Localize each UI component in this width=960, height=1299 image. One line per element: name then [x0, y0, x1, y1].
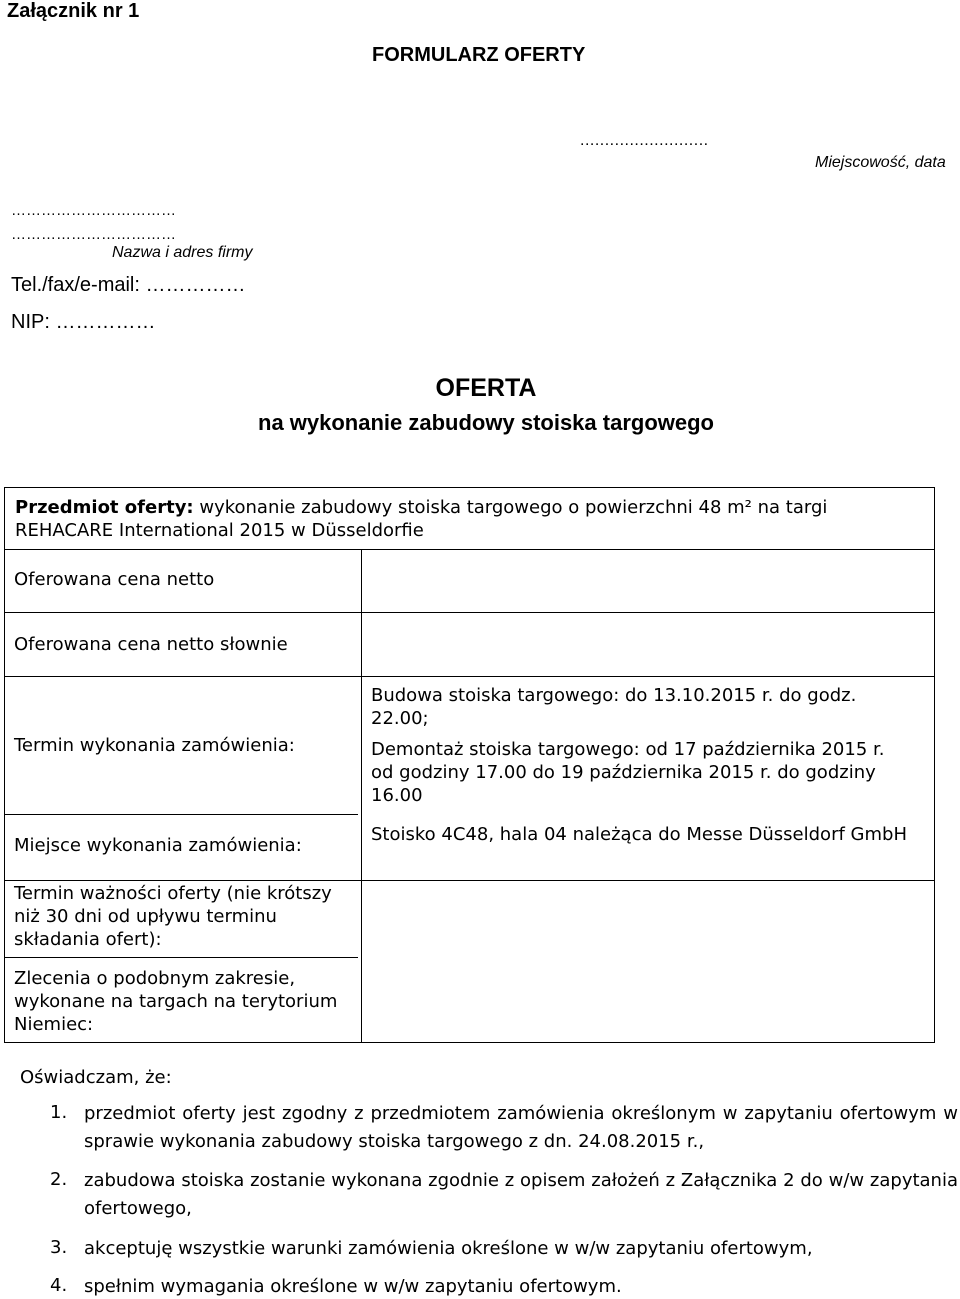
- place-date-label: Miejscowość, data: [815, 154, 946, 171]
- contact-line: Tel./fax/e-mail: ……………: [11, 274, 246, 296]
- declaration-number: 3.: [50, 1237, 68, 1258]
- table-divider: [5, 676, 934, 677]
- declaration-number: 1.: [50, 1102, 68, 1123]
- completion-term-label: Termin wykonania zamówienia:: [14, 735, 295, 756]
- declaration-text: akceptuję wszystkie warunki zamówienia określone w w/w zapytaniu ofertowym,: [84, 1238, 813, 1259]
- construction-term-value: Budowa stoiska targowego: do 13.10.2015 r. do godz. 22.00;: [371, 685, 857, 729]
- offer-table: [4, 487, 935, 1043]
- offer-subtitle: na wykonanie zabudowy stoiska targowego: [258, 410, 714, 435]
- declaration-number: 2.: [50, 1169, 68, 1190]
- place-of-execution-label: Miejsce wykonania zamówienia:: [14, 835, 302, 856]
- offer-validity-label: Termin ważności oferty (nie krótszy niż 30 dni od upływu terminu składania ofert):: [14, 883, 332, 950]
- nip-line: NIP: ……………: [11, 311, 156, 333]
- table-divider: [5, 549, 934, 550]
- subject-cell: [15, 496, 925, 542]
- company-name-dots-1: ……………………………: [11, 202, 176, 219]
- place-date-dots: ..........................: [580, 132, 709, 149]
- net-price-label: Oferowana cena netto: [14, 569, 215, 590]
- offer-title: OFERTA: [435, 374, 537, 402]
- declaration-number: 4.: [50, 1275, 68, 1296]
- attachment-label: Załącznik nr 1: [7, 0, 140, 22]
- table-divider: [5, 957, 358, 958]
- company-name-dots-2: ……………………………: [11, 226, 176, 243]
- dismantling-term-value: Demontaż stoiska targowego: od 17 października 2015 r. od godziny 17.00 do 19 października 2015 r. do godziny 16.00: [371, 739, 885, 806]
- declaration-text: przedmiot oferty jest zgodny z przedmiotem zamówienia określonym w zapytaniu ofertowym w sprawie wykonania zabudowy stoiska targowego z dn. 24.08.2015 r.,: [84, 1103, 958, 1152]
- declaration-label: Oświadczam, że:: [20, 1067, 172, 1088]
- subject-label: Przedmiot oferty:: [15, 497, 194, 518]
- declaration-text: zabudowa stoiska zostanie wykonana zgodnie z opisem założeń z Załącznika 2 do w/w zapytania ofertowego,: [84, 1170, 958, 1219]
- table-column-divider: [361, 549, 362, 1042]
- similar-orders-label: Zlecenia o podobnym zakresie, wykonane na targach na terytorium Niemiec:: [14, 968, 338, 1035]
- table-divider: [5, 612, 934, 613]
- form-title: FORMULARZ OFERTY: [372, 44, 586, 66]
- table-divider: [5, 880, 934, 881]
- net-price-words-label: Oferowana cena netto słownie: [14, 634, 288, 655]
- place-of-execution-value: Stoisko 4C48, hala 04 należąca do Messe Düsseldorf GmbH: [371, 824, 907, 845]
- subject-text: wykonanie zabudowy stoiska targowego o powierzchni 48 m² na targi REHACARE International 2015 w Düsseldorfie: [15, 497, 828, 541]
- declaration-text: spełnim wymagania określone w w/w zapytaniu ofertowym.: [84, 1276, 622, 1297]
- company-name-label: Nazwa i adres firmy: [112, 244, 253, 261]
- table-divider: [5, 814, 358, 815]
